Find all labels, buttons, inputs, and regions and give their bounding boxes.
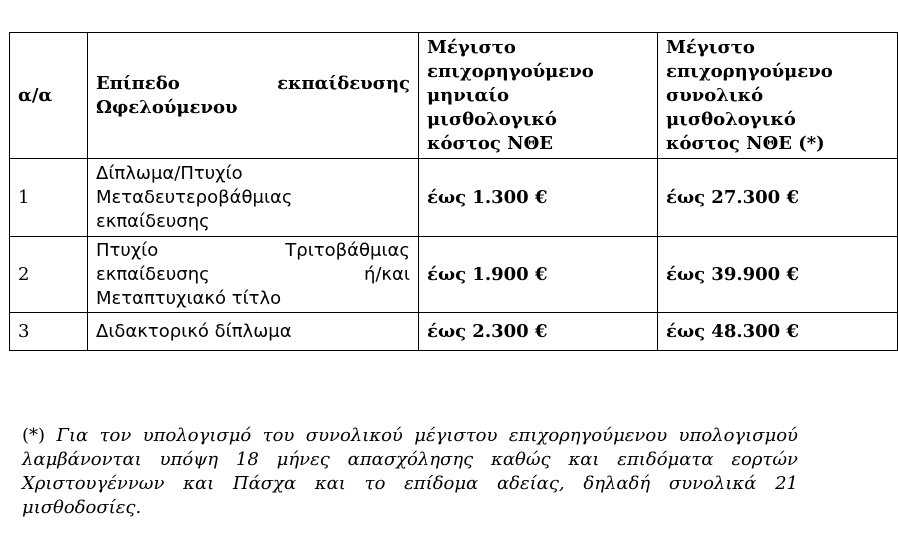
monthly-cost-cell: έως 1.300 € [419,159,658,237]
header-monthly-line5: κόστος ΝΘΕ [427,132,553,154]
row-index: 1 [10,159,88,237]
education-level-line: εκπαίδευσης [96,210,210,232]
header-education-level-line2: Ωφελούμενου [96,96,238,118]
header-total-line3: συνολικό [666,84,764,106]
monthly-cost-cell: έως 1.900 € [419,237,658,313]
table-row [10,237,898,313]
education-level-cell [88,159,419,237]
education-level-line: Πτυχίο Τριτοβάθμιας [96,239,410,261]
funding-table [9,32,898,351]
table-header-row [10,33,898,159]
education-level-line: εκπαίδευσης ή/και [96,263,410,285]
total-cost-cell: έως 27.300 € [658,159,898,237]
header-max-total-cost [658,33,898,159]
header-monthly-line3: μηνιαίο [427,84,510,106]
header-monthly-line2: επιχορηγούμενο [427,60,594,82]
header-education-level [88,33,419,159]
total-cost-cell: έως 39.900 € [658,237,898,313]
education-level-line: Μεταδευτεροβάθμιας [96,186,293,208]
education-level-line: Δίπλωμα/Πτυχίο [96,162,243,184]
header-education-level-line1: Επίπεδο εκπαίδευσης [96,72,410,94]
header-index: α/α [10,33,88,159]
header-total-line2: επιχορηγούμενο [666,60,833,82]
table-row [10,159,898,237]
header-max-monthly-cost [419,33,658,159]
education-level-line: Μεταπτυχιακό τίτλο [96,287,282,309]
education-level-cell [88,313,419,351]
monthly-cost-cell: έως 2.300 € [419,313,658,351]
footnote-mark: (*) [22,425,46,446]
header-total-line4: μισθολογικό [666,108,796,130]
header-total-line5: κόστος ΝΘΕ (*) [666,132,825,154]
education-level-cell [88,237,419,313]
total-cost-cell: έως 48.300 € [658,313,898,351]
row-index: 3 [10,313,88,351]
footnote-text: Για τον υπολογισμό του συνολικού μέγιστου επιχορηγούμενου υπολογισμού λαμβάνονται υπόψη 18 μήνες απασχόλησης καθώς και επιδόματα εορτών Χριστουγέννων και Πάσχα και το επίδομα αδείας, δηλαδή συνολικά 21 μισθοδοσίες. [22,425,798,518]
header-total-line1: Μέγιστο [666,36,755,58]
row-index: 2 [10,237,88,313]
table-row [10,313,898,351]
education-level-line: Διδακτορικό δίπλωμα [96,320,292,342]
footnote [22,424,798,520]
header-monthly-line1: Μέγιστο [427,36,516,58]
header-monthly-line4: μισθολογικό [427,108,557,130]
